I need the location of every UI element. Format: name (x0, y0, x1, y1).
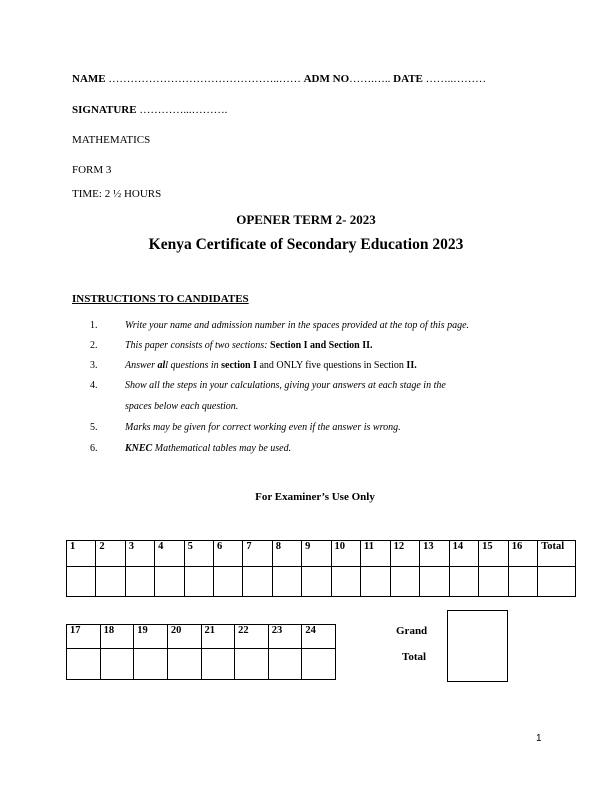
name-label: NAME (72, 73, 106, 85)
question-number: 10 (331, 541, 361, 567)
question-number: 9 (302, 541, 331, 567)
question-number: 11 (361, 541, 391, 567)
mark-cell[interactable] (67, 567, 96, 597)
mark-cell[interactable] (449, 567, 479, 597)
question-number: 16 (508, 541, 538, 567)
question-number: 8 (272, 541, 301, 567)
mark-cell[interactable] (272, 567, 301, 597)
instruction-item: spaces below each question. (125, 401, 239, 412)
mark-cell[interactable] (361, 567, 391, 597)
mark-cell[interactable] (390, 567, 420, 597)
instructions-title: INSTRUCTIONS TO CANDIDATES (72, 293, 249, 305)
adm-field[interactable]: …….….. (349, 73, 391, 85)
question-number: 22 (235, 625, 269, 649)
question-number: 3 (125, 541, 154, 567)
mark-cell[interactable] (243, 567, 272, 597)
mark-cell[interactable] (479, 567, 509, 597)
total-cell[interactable] (538, 567, 576, 597)
instruction-item: 4. Show all the steps in your calculations, giving your answers at each stage in the (90, 380, 446, 391)
question-number: 12 (390, 541, 420, 567)
question-number: 5 (184, 541, 213, 567)
question-number: 20 (167, 625, 201, 649)
mark-cell[interactable] (201, 649, 235, 680)
mark-cell[interactable] (420, 567, 450, 597)
mark-cell[interactable] (331, 567, 361, 597)
adm-label: ADM NO (303, 73, 350, 85)
instruction-item: 6. KNEC Mathematical tables may be used. (90, 443, 292, 454)
name-line (72, 73, 486, 85)
mark-cell[interactable] (125, 567, 154, 597)
question-number: 2 (96, 541, 125, 567)
instruction-item: 5. Marks may be given for correct working even if the answer is wrong. (90, 422, 401, 433)
instruction-item: 1. Write your name and admission number in the spaces provided at the top of this page. (90, 320, 470, 331)
marks-entry-row (67, 567, 576, 597)
marks-header-row (67, 625, 336, 649)
mark-cell[interactable] (235, 649, 269, 680)
exam-title: OPENER TERM 2- 2023 (236, 212, 376, 227)
grand-total-box[interactable] (447, 610, 508, 682)
certificate-title: Kenya Certificate of Secondary Education 2023 (148, 236, 464, 253)
mark-cell[interactable] (67, 649, 101, 680)
mark-cell[interactable] (302, 567, 331, 597)
marks-entry-row (67, 649, 336, 680)
instructions-list (90, 320, 570, 460)
question-number: 6 (213, 541, 242, 567)
question-number: 19 (134, 625, 168, 649)
mark-cell[interactable] (134, 649, 168, 680)
instruction-item: 3. Answer all questions in section I and ONLY five questions in Section II. (90, 360, 417, 371)
page-number: 1 (536, 733, 542, 744)
question-number: 24 (302, 625, 336, 649)
mark-cell[interactable] (96, 567, 125, 597)
question-number: 17 (67, 625, 101, 649)
date-label: DATE (393, 73, 423, 85)
signature-label: SIGNATURE (72, 104, 137, 116)
form-level: FORM 3 (72, 164, 112, 176)
question-number: 1 (67, 541, 96, 567)
signature-line (72, 104, 227, 116)
grand-label: Grand (396, 625, 428, 637)
marks-table-1 (66, 540, 576, 597)
question-number: 15 (479, 541, 509, 567)
examiner-title: For Examiner’s Use Only (255, 491, 375, 503)
total-header: Total (538, 541, 576, 567)
mark-cell[interactable] (302, 649, 336, 680)
mark-cell[interactable] (167, 649, 201, 680)
date-field[interactable]: ……..……… (425, 73, 487, 85)
question-number: 7 (243, 541, 272, 567)
total-label: Total (402, 651, 427, 663)
mark-cell[interactable] (184, 567, 213, 597)
instruction-item: 2. This paper consists of two sections: Section I and Section II. (90, 340, 373, 351)
question-number: 4 (155, 541, 184, 567)
mark-cell[interactable] (508, 567, 538, 597)
question-number: 23 (268, 625, 302, 649)
question-number: 14 (449, 541, 479, 567)
question-number: 21 (201, 625, 235, 649)
name-field[interactable]: ………………………………………..…… (108, 73, 301, 85)
subject: MATHEMATICS (72, 134, 151, 146)
question-number: 18 (100, 625, 134, 649)
marks-header-row (67, 541, 576, 567)
marks-table-2 (66, 624, 336, 680)
mark-cell[interactable] (100, 649, 134, 680)
signature-field[interactable]: …………...………. (139, 104, 228, 116)
question-number: 13 (420, 541, 450, 567)
mark-cell[interactable] (213, 567, 242, 597)
mark-cell[interactable] (268, 649, 302, 680)
mark-cell[interactable] (155, 567, 184, 597)
exam-time: TIME: 2 ½ HOURS (72, 188, 162, 200)
